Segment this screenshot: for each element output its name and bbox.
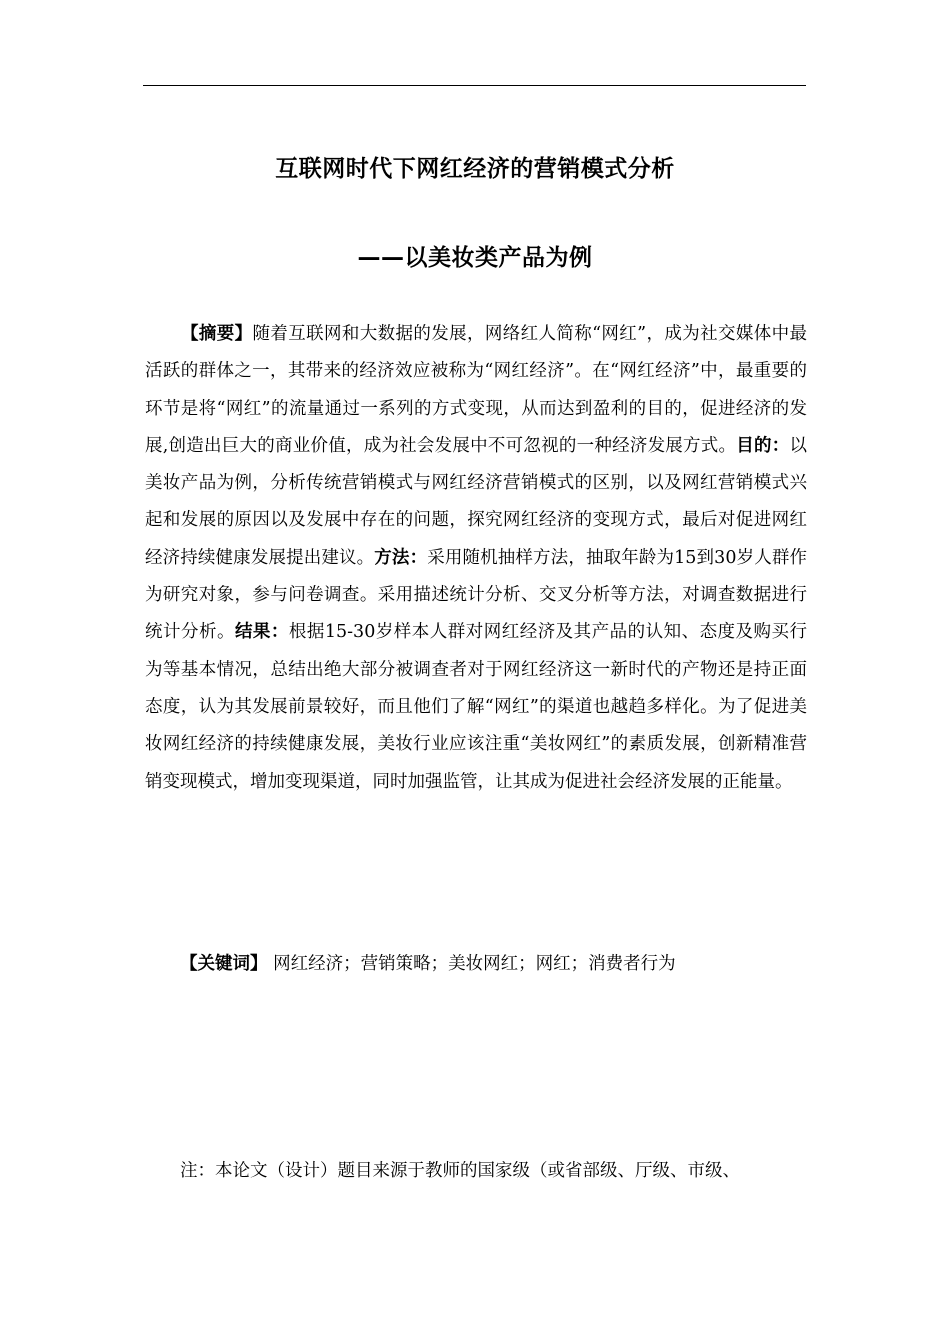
abstract-paragraph [145, 316, 807, 801]
keywords-text: 网红经济；营销策略；美妆网红；网红；消费者行为 [273, 954, 676, 974]
paper-subtitle: ——以美妆类产品为例 [357, 245, 593, 271]
abstract-intro: 随着互联网和大数据的发展，网络红人简称“网红”，成为社交媒体中最活跃的群体之一，其带来的经济效应被称为“网红经济”。在“网红经济”中，最重要的环节是将“网红”的流量通过一系列的方式变现，从而达到盈利的目的，促进经济的发展,创造出巨大的商业价值，成为社会发展中不可忽视的一种经济发展方式。 [145, 324, 807, 456]
keywords-line [180, 949, 800, 979]
header-rule [143, 85, 806, 86]
result-text: 根据15-30岁样本人群对网红经济及其产品的认知、态度及购买行为等基本情况，总结出绝大部分被调查者对于网红经济这一新时代的产物还是持正面态度，认为其发展前景较好，而且他们了解“网红”的渠道也越趋多样化。为了促进美妆网红经济的持续健康发展，美妆行业应该注重“美妆网红”的素质发展，创新精准营销变现模式，增加变现渠道，同时加强监管，让其成为促进社会经济发展的正能量。 [145, 622, 808, 792]
method-text: 采用随机抽样方法，抽取年龄为15到30岁人群作为研究对象，参与问卷调查。采用描述统计分析、交叉分析等方法，对调查数据进行统计分析。 [145, 547, 808, 643]
footnote: 注：本论文（设计）题目来源于教师的国家级（或省部级、厅级、市级、 [180, 1161, 740, 1181]
purpose-label: 目的： [736, 435, 790, 456]
purpose-text: 以美妆产品为例，分析传统营销模式与网红经济营销模式的区别，以及网红营销模式兴起和发展的原因以及发展中存在的问题，探究网红经济的变现方式，最后对促进网红经济持续健康发展提出建议。 [145, 435, 808, 568]
keywords-label: 【关键词】 [180, 954, 268, 974]
method-label: 方法： [374, 547, 428, 568]
paper-title: 互联网时代下网红经济的营销模式分析 [275, 156, 675, 182]
abstract-label: 【摘要】 [181, 324, 253, 344]
result-label: 结果： [234, 622, 289, 643]
